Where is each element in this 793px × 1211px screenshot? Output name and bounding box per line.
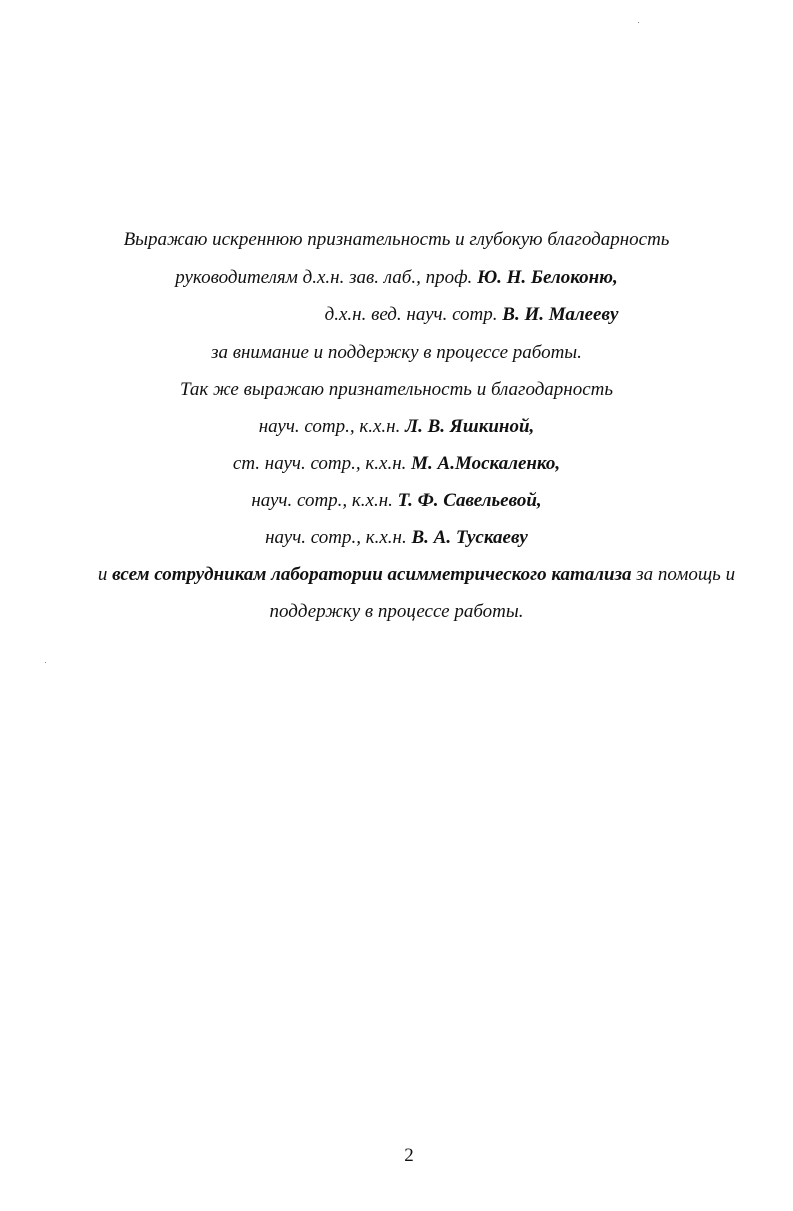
- ack-line-10: [0, 563, 793, 587]
- ack-line-1: [0, 228, 793, 252]
- ack-line-5: [0, 378, 793, 402]
- ack-line-9: [0, 526, 793, 550]
- ack-line-10-suffix: за помощь и: [636, 564, 736, 585]
- ack-line-8: [0, 489, 793, 513]
- ack-line-5-text: Так же выражаю признательность и благодарность: [179, 379, 614, 400]
- scan-speck: [638, 22, 639, 23]
- ack-line-11-text: поддержку в процессе работы.: [269, 601, 524, 622]
- supervisor-name-maleev: В. И. Малееву: [502, 304, 619, 325]
- ack-line-4: [0, 341, 793, 365]
- ack-line-3: [0, 303, 793, 327]
- ack-line-3-prefix: д.х.н. вед. науч. сотр.: [324, 304, 498, 325]
- ack-line-6-prefix: науч. сотр., к.х.н.: [258, 416, 401, 437]
- ack-line-6: [0, 415, 793, 439]
- ack-line-8-prefix: науч. сотр., к.х.н.: [251, 490, 393, 511]
- ack-line-7: [0, 452, 793, 476]
- ack-line-2-prefix: руководителям д.х.н. зав. лаб., проф.: [175, 267, 473, 288]
- ack-line-7-prefix: ст. науч. сотр., к.х.н.: [232, 453, 407, 474]
- ack-line-11: [0, 600, 793, 624]
- colleague-name-yashkina: Л. В. Яшкиной,: [405, 416, 535, 437]
- laboratory-staff: всем сотрудникам лаборатории асимметрического катализа: [112, 564, 632, 585]
- ack-line-4-text: за внимание и поддержку в процессе работы.: [211, 342, 582, 363]
- supervisor-name-belokon: Ю. Н. Белоконю,: [477, 267, 618, 288]
- ack-line-2: [0, 266, 793, 290]
- ack-line-9-prefix: науч. сотр., к.х.н.: [265, 527, 407, 548]
- page-number: 2: [404, 1145, 414, 1166]
- colleague-name-tuskaev: В. А. Тускаеву: [411, 527, 528, 548]
- colleague-name-moskalenko: М. А.Москаленко,: [411, 453, 561, 474]
- colleague-name-savelyeva: Т. Ф. Савельевой,: [397, 490, 542, 511]
- ack-line-10-prefix: и: [97, 564, 108, 585]
- scan-speck: [45, 662, 46, 663]
- ack-line-1-text: Выражаю искреннюю признательность и глубокую благодарность: [123, 229, 670, 250]
